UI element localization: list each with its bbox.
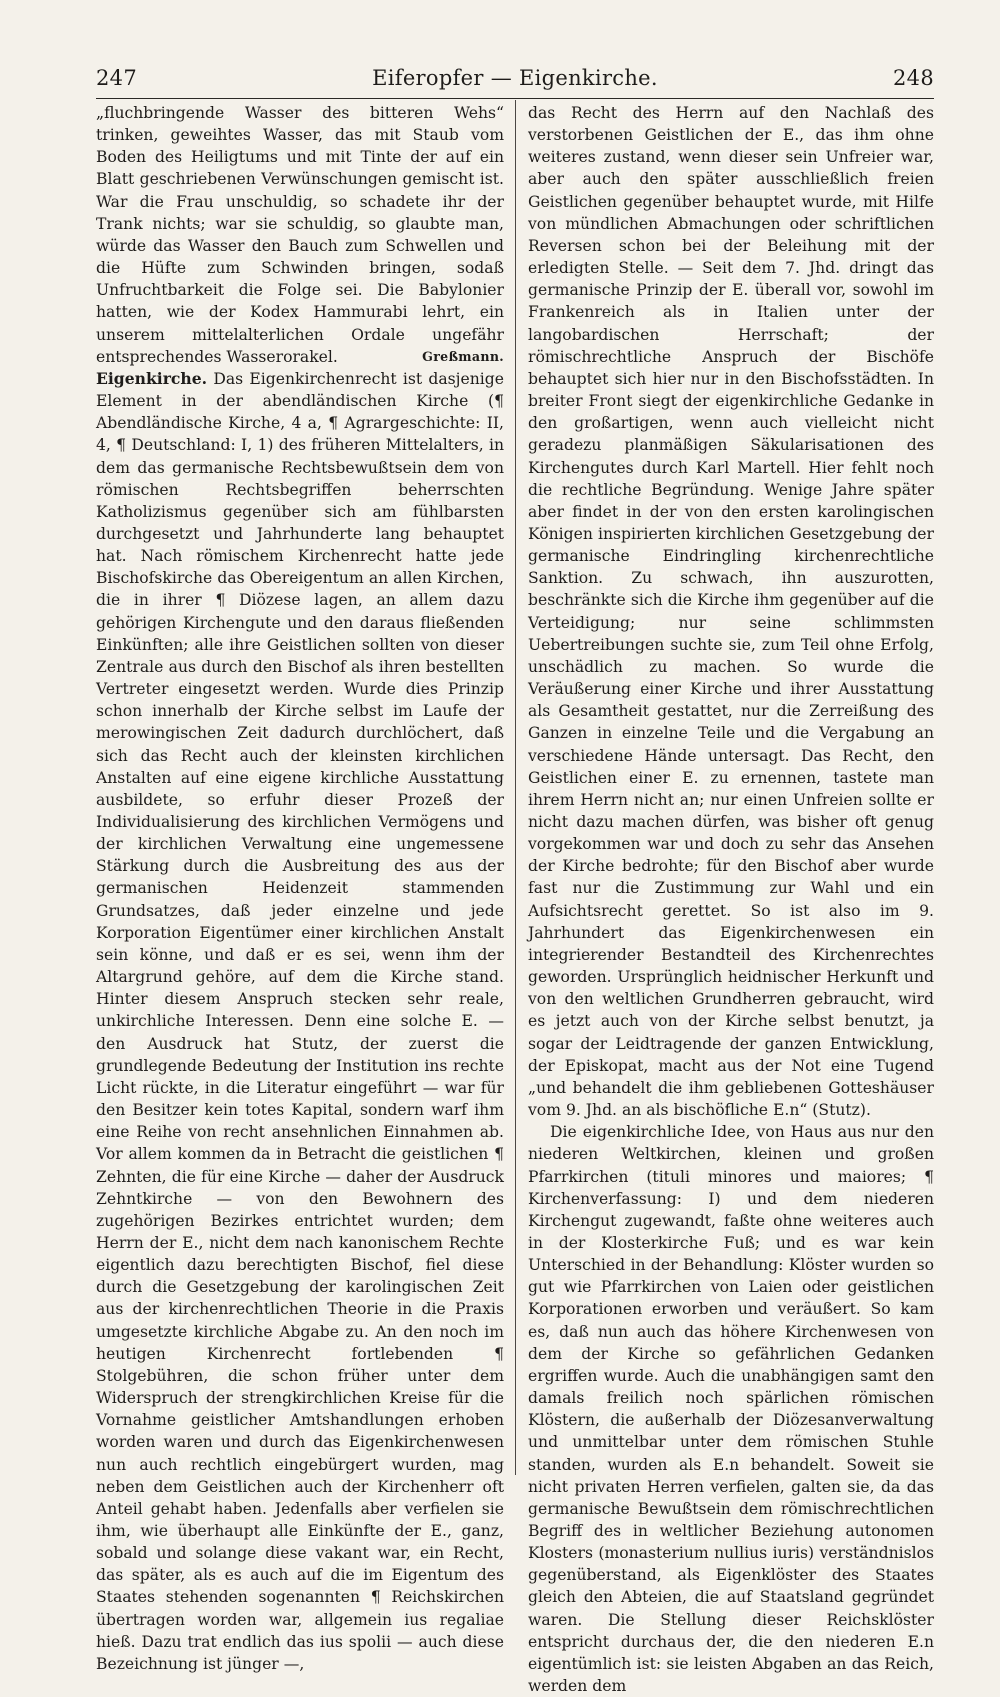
entry-paragraph: [96, 368, 504, 1675]
page-number-left: 247: [96, 66, 137, 90]
left-column: [96, 102, 504, 1673]
page-number-right: 248: [893, 66, 934, 90]
entry-headword: Eigenkirche.: [96, 368, 208, 388]
running-title: Eiferopfer — Eigenkirche.: [372, 66, 658, 90]
right-column: [528, 102, 934, 1696]
intro-text: „fluchbringende Wasser des bitteren Wehs“ trinken, geweihtes Wasser, das mit Staub vom Boden des Heiligtums und mit Tinte der auf ein Blatt geschriebenen Verwünschungen gemischt ist. War die Frau unschuldig, so schadete ihr der Trank nichts; war sie schuldig, so glaubte man, würde das Wasser den Bauch zum Schwellen und die Hüfte zum Schwinden bringen, sodaß Unfruchtbarkeit die Folge sei. Die Babylonier hatten, wie der Kodex Hammurabi lehrt, ein unserem mittelalterlichen Ordale ungefähr entsprechendes Wasserorakel.: [96, 104, 504, 366]
right-paragraph-2: Die eigenkirchliche Idee, von Haus aus nur den niederen Weltkirchen, kleinen und großen Pfarrkirchen (tituli minores und maiores; ¶ Kirchenverfassung: I) und dem niederen Kirchengut zugewandt, faßte ohne weiteres auch in der Klosterkirche Fuß; und es war kein Unterschied in der Behandlung: Klöster wurden so gut wie Pfarrkirchen von Laien oder geistlichen Korporationen erworben und veräußert. So kam es, daß nun auch das höhere Kirchenwesen von dem der Kirche so gefährlichen Gedanken ergriffen wurde. Auch die unabhängigen samt den damals freilich noch spärlichen römischen Klöstern, die außerhalb der Diözesanverwaltung und unmittelbar unter dem römischen Stuhle standen, wurden als E.n behandelt. Soweit sie nicht privaten Herren verfielen, galten sie, da das germanische Bewußtsein dem römischrechtlichen Begriff des in weltlicher Beziehung autonomen Klosters (monasterium nullius iuris) verständnislos gegenüberstand, als Eigenklöster des Staates gleich den Abteien, die auf Staatsland gegründet waren. Die Stellung dieser Reichsklöster entspricht durchaus der, die den niederen E.n eigentümlich ist: sie leisten Abgaben an das Reich, werden dem: [528, 1123, 934, 1696]
column-divider: [515, 100, 516, 1475]
right-paragraph-1: das Recht des Herrn auf den Nachlaß des verstorbenen Geistlichen der E., das ihm ohne weiteres zustand, wenn dieser sein Unfreier war, aber auch den später ausschließlich freien Geistlichen gegenüber behauptet wurde, mit Hilfe von mündlichen Abmachungen oder schriftlichen Reversen schon bei der Beleihung mit der erledigten Stelle. — Seit dem 7. Jhd. dringt das germanische Prinzip der E. überall vor, sowohl im Frankenreich als in Italien unter der langobardischen Herrschaft; der römischrechtliche Anspruch der Bischöfe behauptet sich hier nur in den Bischofsstädten. In breiter Front siegt der eigenkirchliche Gedanke in den großartigen, wenn auch vielleicht nicht geradezu planmäßigen Säkularisationen des Kirchengutes durch Karl Martell. Hier fehlt noch die rechtliche Begründung. Wenige Jahre später aber findet in der von den ersten karolingischen Königen inspirierten kirchlichen Gesetzgebung der germanische Eindringling kirchenrechtliche Sanktion. Zu schwach, ihn auszurotten, beschränkte sich die Kirche ihm gegenüber auf die Verteidigung; nur seine schlimmsten Uebertreibungen suchte sie, zum Teil ohne Erfolg, unschädlich zu machen. So wurde die Veräußerung einer Kirche und ihrer Ausstattung als Gesamtheit gestattet, nur die Zerreißung des Ganzen in einzelne Teile und die Vergabung an verschiedene Hände untersagt. Das Recht, den Geistlichen einer E. zu ernennen, tastete man ihrem Herrn nicht an; nur einen Unfreien sollte er nicht dazu machen dürfen, was bisher oft genug vorgekommen war und doch zu sehr das Ansehen der Kirche bedrohte; für den Bischof aber wurde fast nur die Zustimmung zur Wahl und ein Aufsichtsrecht gerettet. So ist also im 9. Jahrhundert das Eigenkirchenwesen ein integrierender Bestandteil des Kirchenrechtes geworden. Ursprünglich heidnischer Herkunft und von den weltlichen Grundherren gebraucht, wird es jetzt auch von der Kirche selbst benutzt, ja sogar der Leidtragende der ganzen Entwicklung, der Episkopat, macht aus der Not eine Tugend „und behandelt die ihm gebliebenen Gotteshäuser vom 9. Jhd. an als bischöfliche E.n“ (Stutz).: [528, 104, 934, 1120]
page-header: [96, 58, 934, 99]
intro-paragraph: [96, 102, 504, 368]
entry-text: Das Eigenkirchenrecht ist dasjenige Element in der abendländischen Kirche (¶ Abendländische Kirche, 4 a, ¶ Agrargeschichte: II, 4, ¶ Deutschland: I, 1) des früheren Mittelalters, in dem das germanische Rechtsbewußtsein dem von römischen Rechtsbegriffen beherrschten Katholizismus gegenüber sich am fühlbarsten durchgesetzt und Jahrhunderte lang behauptet hat. Nach römischem Kirchenrecht hatte jede Bischofskirche das Obereigentum an allen Kirchen, die in ihrer ¶ Diözese lagen, an allem dazu gehörigen Kirchengute und den daraus fließenden Einkünften; alle ihre Geistlichen sollten von dieser Zentrale aus durch den Bischof als ihren bestellten Vertreter eingesetzt werden. Wurde dies Prinzip schon innerhalb der Kirche selbst im Laufe der merowingischen Zeit dadurch durchlöchert, daß sich das Recht auch der kleinsten kirchlichen Anstalten auf eine eigene kirchliche Ausstattung ausbildete, so erfuhr dieser Prozeß der Individualisierung des kirchlichen Vermögens und der kirchlichen Verwaltung eine ungemessene Stärkung durch die Ausbreitung des aus der germanischen Heidenzeit stammenden Grundsatzes, daß jeder einzelne und jede Korporation Eigentümer einer kirchlichen Anstalt sein könne, und daß er es sei, wenn ihm der Altargrund gehöre, auf dem die Kirche stand. Hinter diesem Anspruch stecken sehr reale, unkirchliche Interessen. Denn eine solche E. — den Ausdruck hat Stutz, der zuerst die grundlegende Bedeutung der Institution ins rechte Licht rückte, in die Literatur eingeführt — war für den Besitzer kein totes Kapital, sondern warf ihm eine Reihe von recht ansehnlichen Einnahmen ab. Vor allem kommen da in Betracht die geistlichen ¶ Zehnten, die für eine Kirche — daher der Ausdruck Zehntkirche — von den Bewohnern des zugehörigen Bezirkes entrichtet wurden; dem Herrn der E., nicht dem nach kanonischem Rechte eigentlich dazu berechtigten Bischof, fiel diese durch die Gesetzgebung der karolingischen Zeit aus der kirchenrechtlichen Theorie in die Praxis umgesetzte kirchliche Abgabe zu. An den noch im heutigen Kirchenrecht fortlebenden ¶ Stolgebühren, die schon früher unter dem Widerspruch der strengkirchlichen Kreise für die Vornahme geistlicher Amtshandlungen erhoben worden waren und durch das Eigenkirchenwesen nun auch rechtlich eingebürgert wurden, mag neben dem Geistlichen auch der Kirchenherr oft Anteil gehabt haben. Jedenfalls aber verfielen sie ihm, wie überhaupt alle Einkünfte der E., ganz, sobald und solange diese vakant war, ein Recht, das später, als es auch auf die im Eigentum des Staates stehenden sogenannten ¶ Reichskirchen übertragen worden war, allgemein ius regaliae hieß. Dazu trat endlich das ius spolii — auch diese Bezeichnung ist jünger —,: [96, 369, 504, 1673]
author-signature: Greßmann.: [422, 348, 504, 364]
